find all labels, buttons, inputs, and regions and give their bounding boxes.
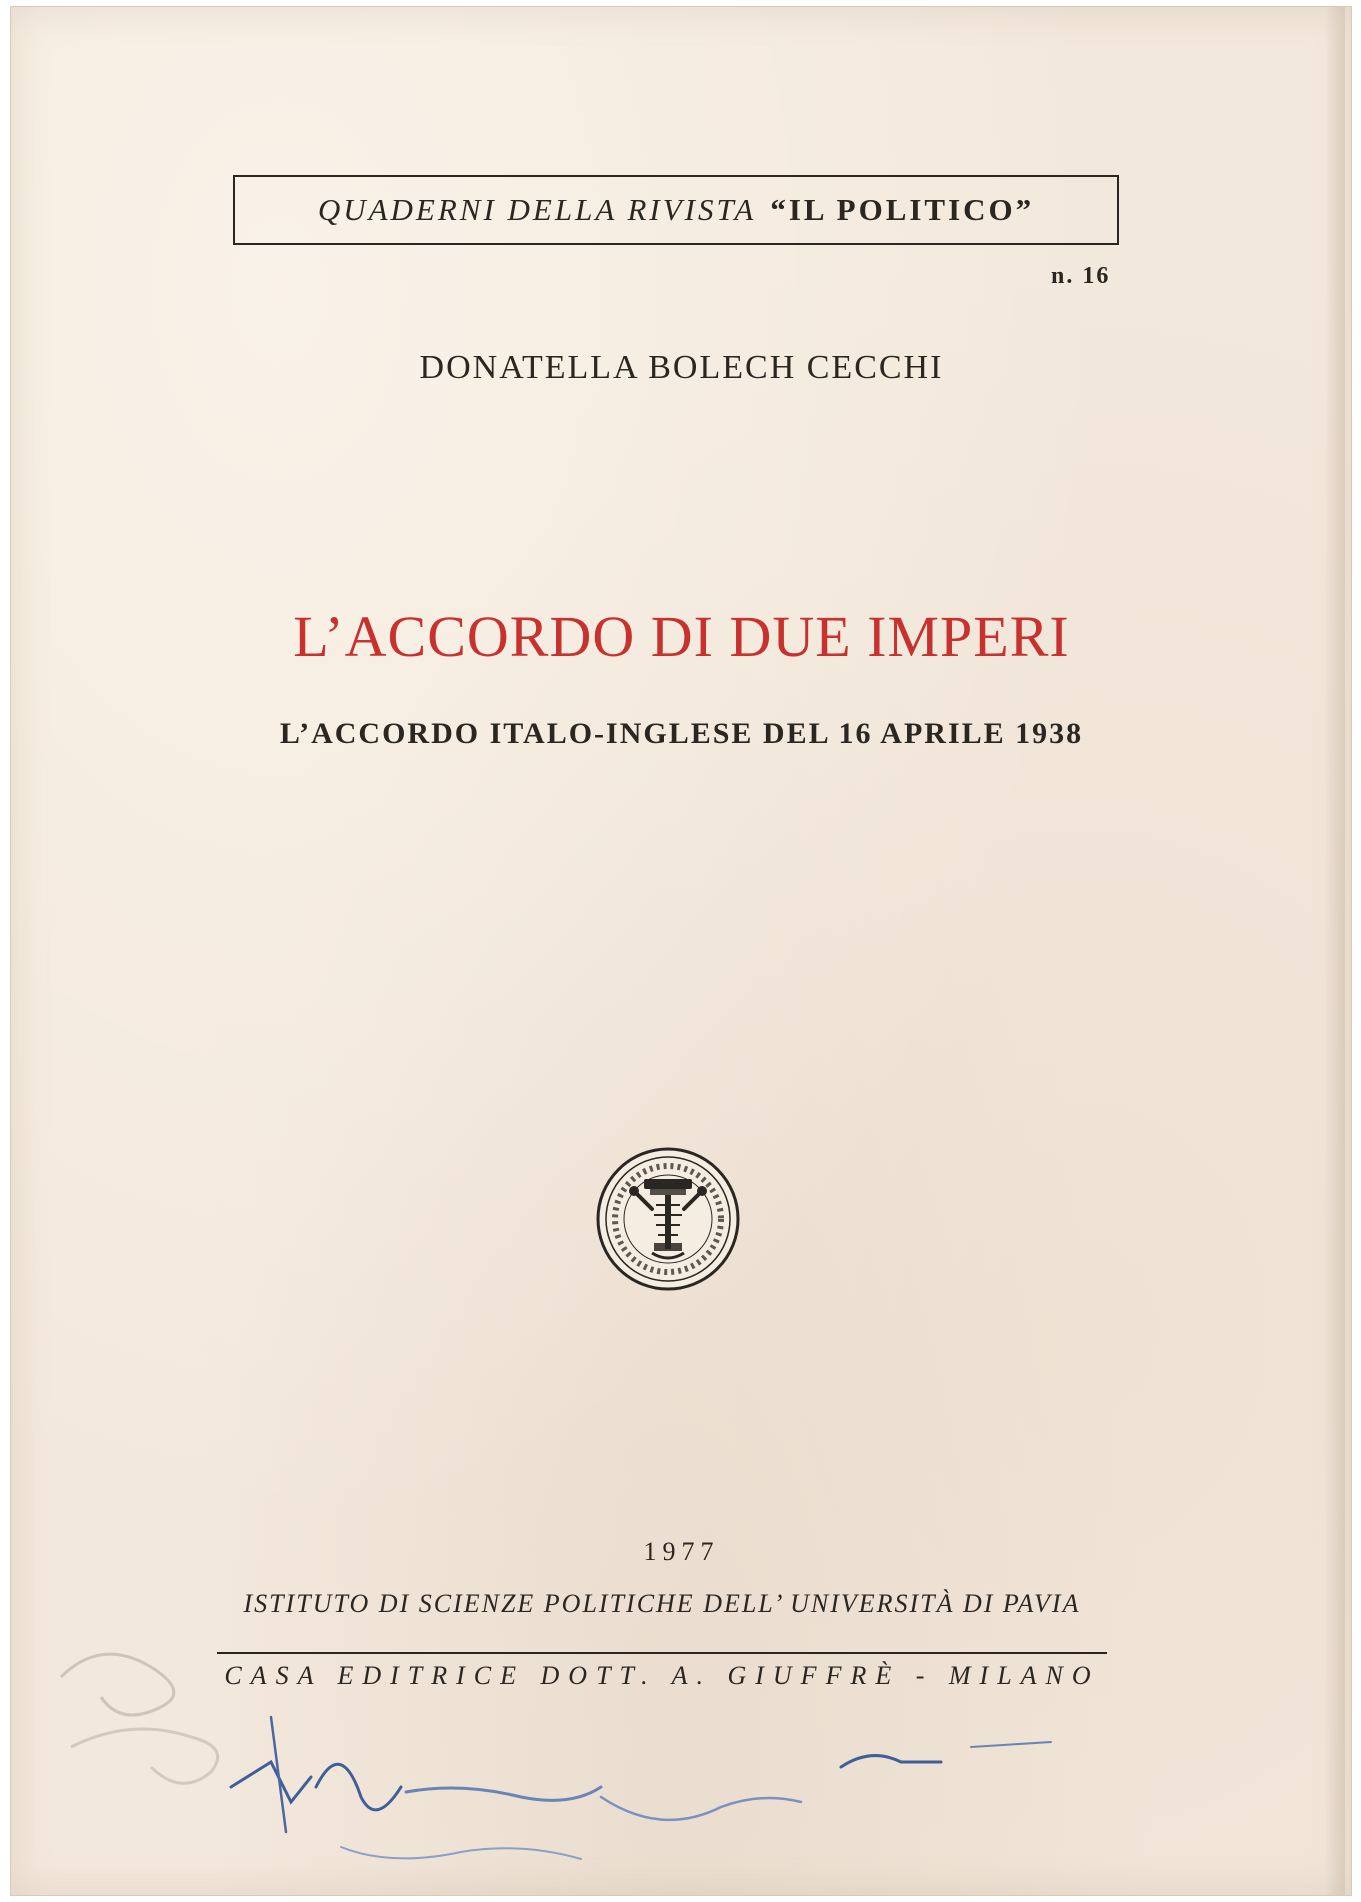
series-box <box>233 175 1119 245</box>
publication-year: 1977 <box>643 1537 720 1566</box>
series-number: n. 16 <box>1051 263 1111 289</box>
publisher-name: CASA EDITRICE DOTT. A. GIUFFRÈ - MILANO <box>224 1661 1100 1690</box>
book-subtitle: L’ACCORDO ITALO-INGLESE DEL 16 APRILE 1938 <box>279 717 1084 750</box>
book-title: L’ACCORDO DI DUE IMPERI <box>293 604 1070 669</box>
page-edge <box>1325 7 1345 1895</box>
handwritten-signature <box>41 1597 1161 1897</box>
university-seal-icon <box>594 1145 742 1293</box>
institute-name: ISTITUTO DI SCIENZE POLITICHE DELL’ UNIVERSITÀ DI PAVIA <box>243 1589 1081 1618</box>
author-name: DONATELLA BOLECH CECCHI <box>419 349 944 386</box>
series-label: QUADERNI DELLA RIVISTA <box>317 192 757 227</box>
series-name: “IL POLITICO” <box>770 192 1035 227</box>
book-cover <box>10 6 1352 1896</box>
